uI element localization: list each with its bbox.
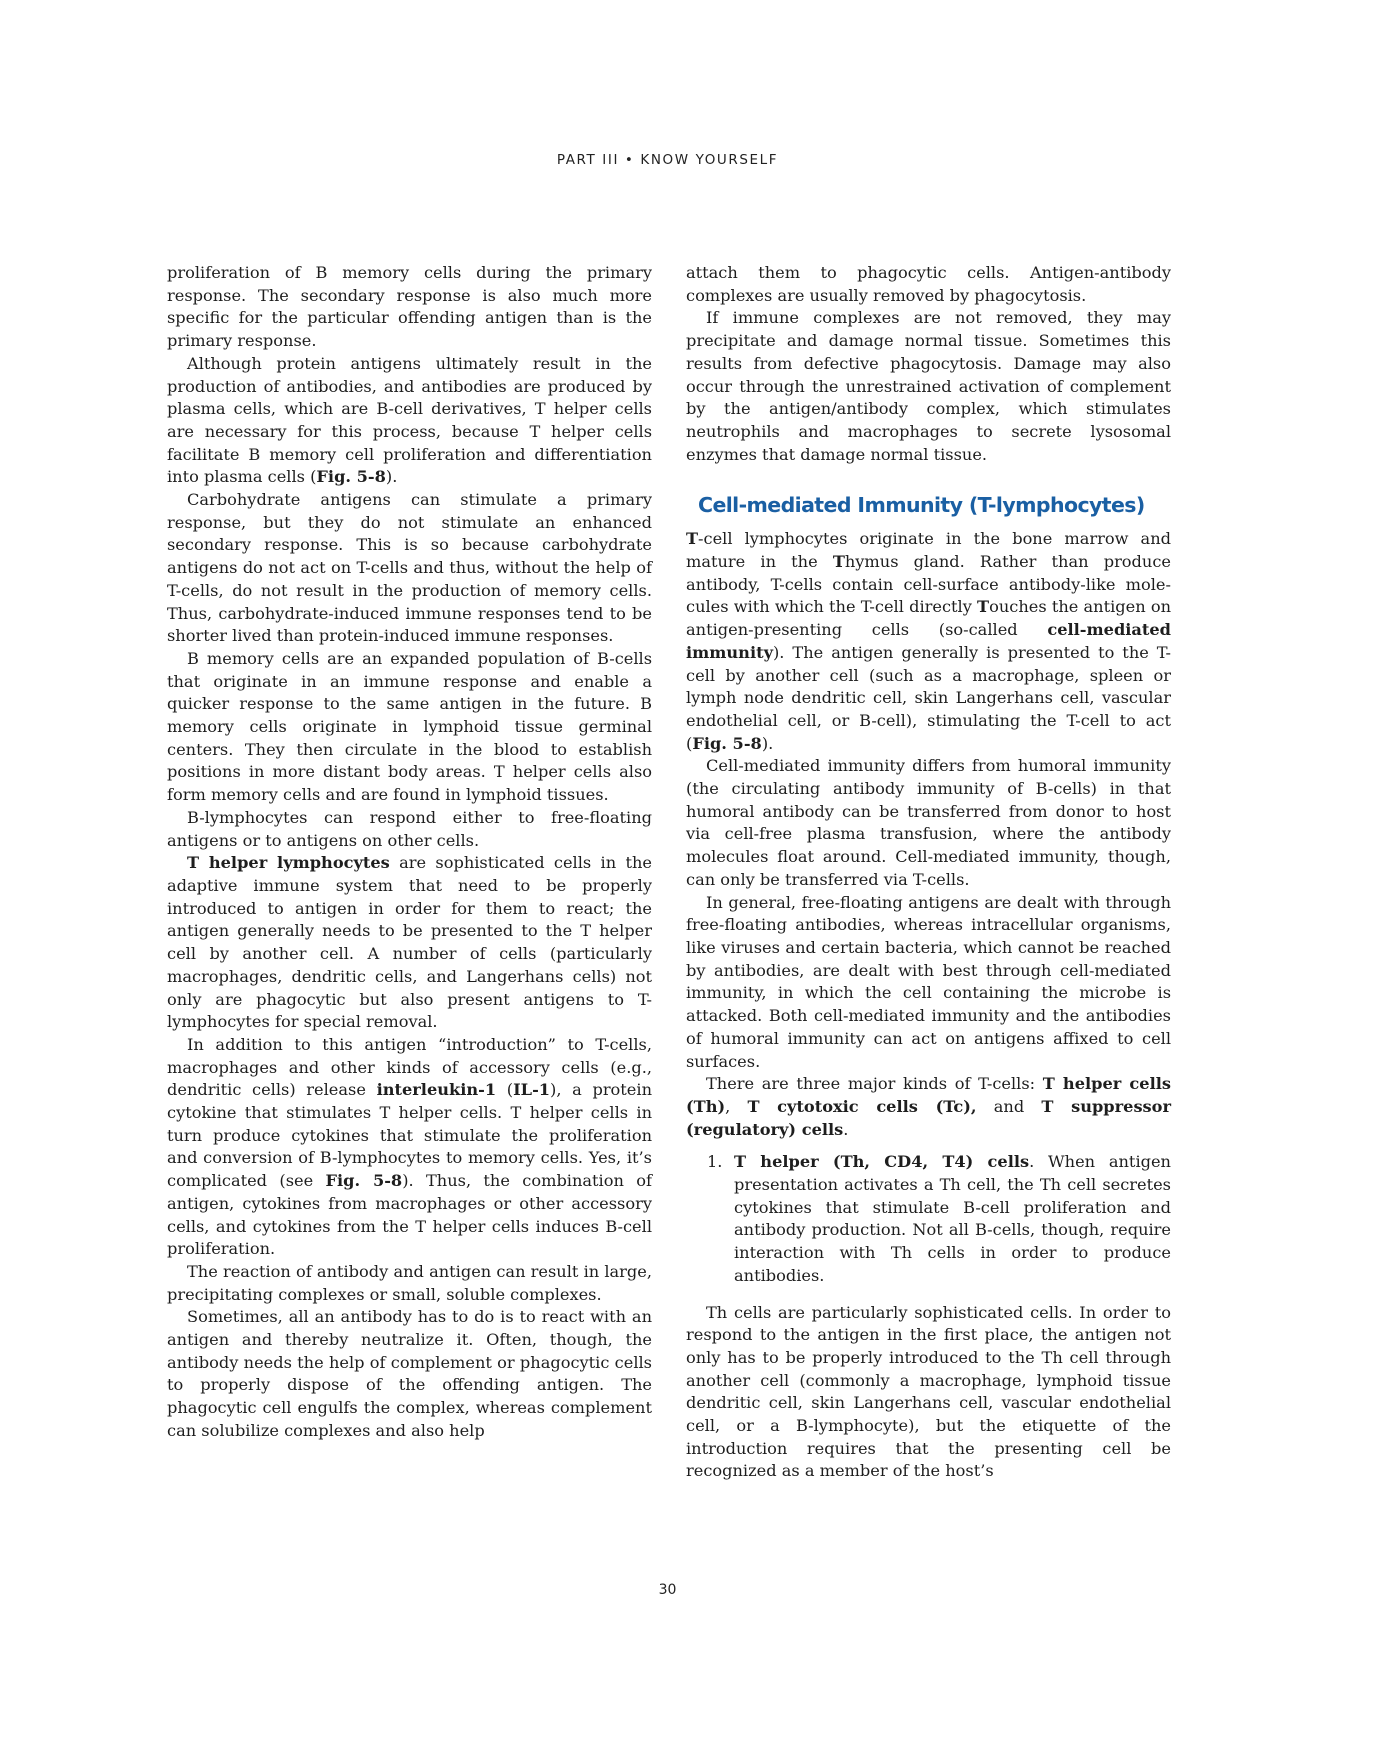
right-column (686, 262, 1171, 1483)
paragraph: The reaction of antibody and antigen can result in large, precipitating complexes or small, soluble complexes. (167, 1261, 652, 1304)
paragraph: Sometimes, all an antibody has to do is to react with an antigen and thereby neutralize it. Often, though, the antibody needs the help of complement or phagocytic cells to properly dispose of the offending antigen. The phagocytic cell engulfs the complex, whereas complement can solubilize complexes and also help (167, 1307, 652, 1440)
emphasis-letter: T (686, 529, 699, 549)
emphasis-letter: T (832, 552, 845, 572)
paragraph: B-lymphocytes can respond either to free-floating antigens or to antigens on other cells. (167, 807, 652, 850)
numbered-list (686, 1151, 1171, 1287)
text: In addition to this antigen “introduction” to T-cells, macrophages and other kinds of accessory cells (e.g., dendritic cells) release (167, 1034, 652, 1100)
paragraph: Cell-mediated immunity differs from humoral immunity (the circulating antibody immunity of B-cells) in that humoral antibody can be transferred from donor to host via cell-free plasma transfusion, where the antibody molecules float around. Cell-mediated immunity, though, can only be transferred via T-cells. (686, 756, 1171, 889)
key-term: IL-1 (513, 1080, 551, 1100)
paragraph: In general, free-floating antigens are dealt with through free-floating antibodies, whereas intracellular organisms, like viruses and certain bacteria, which cannot be reached by antibodies, are dealt with best through cell-mediated immunity, in which the cell containing the microbe is attacked. Both cell-mediated immunity and the antibodies of humoral immunity can act on antigens affixed to cell surfaces. (686, 892, 1171, 1071)
emphasis-letter: T (977, 597, 990, 617)
text: ). The antigen generally is presented to the T-cell by another cell (such as a macrophage, spleen or lymph node dendritic cell, skin Langerhans cell, vascular endothelial cell, or B-cell), stimulating the T-cell to act ( (686, 642, 1171, 753)
paragraph: attach them to phagocytic cells. Antigen-antibody complexes are usually removed by phagocytosis. (686, 263, 1171, 305)
text: -cell lymphocytes originate in the bone marrow and mature in the (686, 529, 1171, 572)
paragraph (686, 1073, 1171, 1141)
figure-reference: Fig. 5-8 (325, 1171, 403, 1191)
key-term: T helper cells (Th) (686, 1074, 1171, 1116)
text: ouches the antigen on antigen-presenting cells (so-called (686, 597, 1171, 640)
text: , (725, 1096, 748, 1116)
figure-reference: Fig. 5-8 (692, 733, 762, 753)
paragraph: Carbohydrate antigens can stimulate a primary response, but they do not stimulate an enhanced secondary response. This is so because carbohydrate antigens do not act on T-cells and thus, without the help of T-cells, do not result in the production of memory cells. Thus, carbohydrate-induced immune responses tend to be shorter lived than protein-induced immune responses. (167, 490, 652, 646)
text: and (976, 1096, 1042, 1116)
key-term: cell-mediated immunity (686, 620, 1171, 662)
paragraph: Th cells are particularly sophisticated cells. In order to respond to the antigen in the first place, the antigen not only has to be properly introduced to the Th cell through another cell (commonly a macrophage, lymphoid tissue dendritic cell, skin Langerhans cell, vascular endothelial cell, or a B-lymphocyte), but the etiquette of the introduction requires that the presenting cell be recognized as a member of the host’s (686, 1302, 1171, 1481)
paragraph (167, 353, 652, 489)
text: ), a protein cytokine that stimulates T helper cells. T helper cells in turn produce cytokines that stimulate the proliferation and conversion of B-lymphocytes to memory cells. Yes, it’s complicated (see (167, 1080, 652, 1191)
running-head: PART III • KNOW YOURSELF (556, 152, 779, 168)
text: ). (385, 467, 398, 487)
page-number: 30 (658, 1582, 677, 1598)
key-term: T cytotoxic cells (Tc), (747, 1096, 977, 1116)
figure-reference: Fig. 5-8 (316, 467, 386, 487)
paragraph (167, 1034, 652, 1261)
key-term: T helper lymphocytes (187, 853, 390, 873)
left-column (167, 262, 652, 1443)
text: There are three major kinds of T-cells: (706, 1074, 1043, 1094)
text: ( (496, 1080, 514, 1100)
text: Although protein antigens ultimately result in the production of antibodies, and antibodies are produced by plasma cells, which are B-cell derivatives, T helper cells are necessary for this process, because T helper cells facilitate B memory cell proliferation and differentiation into plasma cells ( (167, 353, 652, 487)
text: are sophisticated cells in the adaptive immune system that need to be properly introduced to antigen in order for them to react; the antigen generally needs to be presented to the T helper cell by another cell. A number of cells (particularly macrophages, dendritic cells, and Langerhans cells) not only are phagocytic but also present antigens to T-lymphocytes for special removal. (167, 853, 652, 1032)
key-term: T helper (Th, CD4, T4) cells (734, 1152, 1030, 1172)
text: hymus gland. Rather than produce antibody, T-cells contain cell-surface antibody-like molecules with which the T-cell directly (686, 552, 1171, 617)
key-term: interleukin-1 (376, 1080, 497, 1100)
key-term: T suppressor (regulatory) cells (686, 1096, 1171, 1139)
text: . (843, 1119, 849, 1139)
paragraph: proliferation of B memory cells during the primary response. The secondary response is also much more specific for the particular offending antigen than is the primary response. (167, 263, 652, 351)
section-heading: Cell-mediated Immunity (T-lymphocytes) (698, 493, 1145, 518)
paragraph: B memory cells are an expanded population of B-cells that originate in an immune response and enable a quicker response to the same antigen in the future. B memory cells originate in lymphoid tissue germinal centers. They then circulate in the blood to establish positions in more distant body areas. T helper cells also form memory cells and are found in lymphoid tissues. (167, 648, 652, 805)
text: . When antigen presentation activates a Th cell, the Th cell secretes cytokines that stimulate B-cell proliferation and antibody production. Not all B-cells, though, require interaction with Th cells in order to produce antibodies. (734, 1152, 1171, 1285)
paragraph (167, 852, 652, 1034)
paragraph (686, 528, 1171, 755)
text: ). (761, 733, 774, 753)
text: ). Thus, the combination of antigen, cytokines from macrophages or other accessory cells, and cytokines from the T helper cells induces B-cell proliferation. (167, 1171, 652, 1259)
list-number: 1. (707, 1152, 723, 1172)
paragraph: If immune complexes are not removed, they may precipitate and damage normal tissue. Sometimes this results from defective phagocytosis. Damage may also occur through the unrestrained activation of complement by the antigen/antibody complex, which stimulates neutrophils and macrophages to secrete lysosomal enzymes that damage normal tissue. (686, 308, 1171, 464)
list-item (686, 1151, 1171, 1287)
